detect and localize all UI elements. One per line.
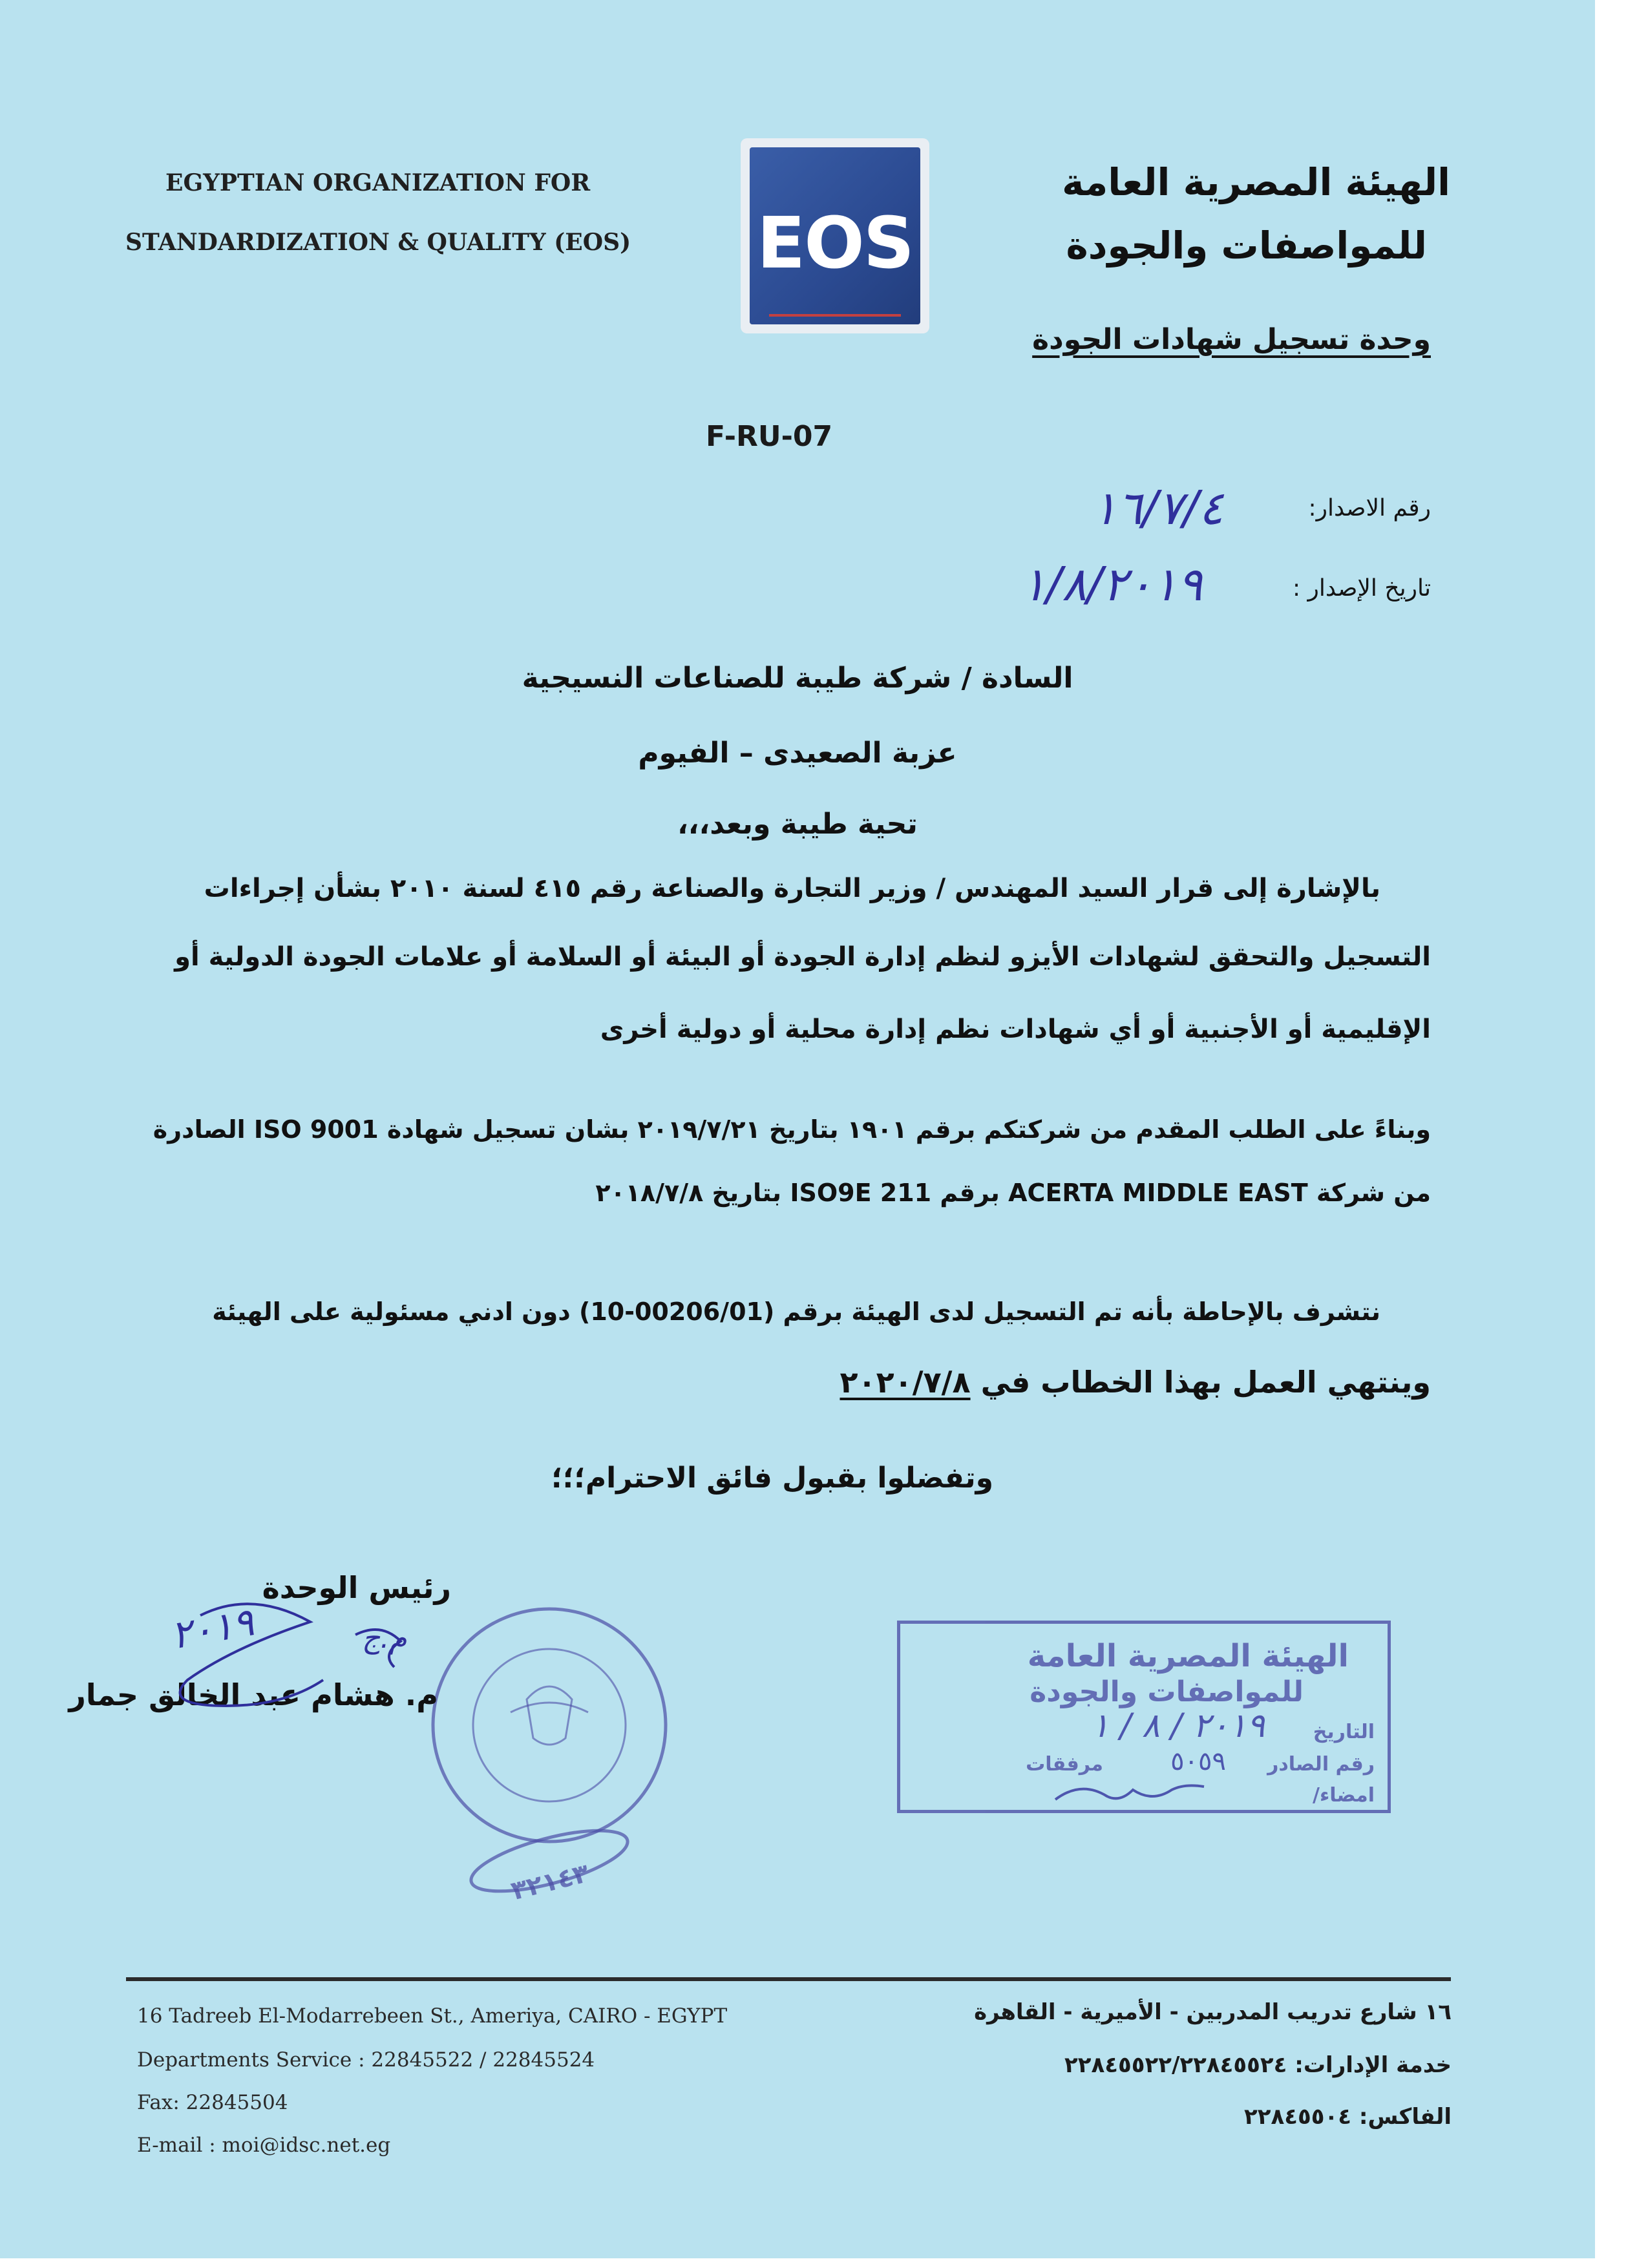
received-stamp-date: ٢٠١٩ / ٨ / ١: [1091, 1706, 1265, 1745]
signature-handwritten-mark: م.ج: [362, 1622, 407, 1655]
unit-title: وحدة تسجيل شهادات الجودة: [1032, 323, 1431, 356]
footer-departments-ar: خدمة الإدارات: ٢٢٨٤٥٥٢٢/٢٢٨٤٥٥٢٤: [1064, 2052, 1452, 2078]
footer-email-en: E-mail : moi@idsc.net.eg: [137, 2134, 391, 2157]
received-stamp-attachments-label: مرفقات: [1026, 1753, 1103, 1776]
received-stamp-date-label: التاريخ: [1313, 1721, 1375, 1743]
addressee-location: عزبة الصعيدى – الفيوم: [638, 737, 957, 770]
logo-underline: [769, 314, 901, 317]
issue-date-handwritten: ١/٨/٢٠١٩: [1021, 557, 1203, 611]
eos-logo: [741, 138, 929, 333]
org-name-en-line1: EGYPTIAN ORGANIZATION FOR: [165, 169, 591, 196]
para3-line1: نتشرف بالإحاطة بأنه تم التسجيل لدى الهيئة برقم (00206/01-10) دون ادني مسئولية على الهيئة: [212, 1297, 1380, 1326]
closing: وتفضلوا بقبول فائق الاحترام؛؛؛: [551, 1462, 993, 1495]
signature-title: رئيس الوحدة: [262, 1570, 451, 1605]
para2-line2: من شركة ACERTA MIDDLE EAST برقم 211 ISO9E بتاريخ ٢٠١٨/٧/٨: [595, 1179, 1431, 1207]
issue-number-handwritten: ١٦/٧/٤: [1092, 481, 1224, 535]
greeting: تحية طيبة وبعد،،،: [677, 808, 918, 841]
form-code: F-RU-07: [706, 420, 833, 453]
issue-date-label: تاريخ الإصدار :: [1292, 575, 1431, 602]
received-stamp-ref-label: رقم الصادر: [1267, 1753, 1375, 1776]
org-name-ar-line2: للمواصفات والجودة: [1066, 224, 1427, 268]
round-stamp-number: ٣٢١٤٣: [508, 1858, 592, 1907]
para1-line2: التسجيل والتحقق لشهادات الأيزو لنظم إدارة الجودة أو البيئة أو السلامة أو علامات الجودة الدولية أو: [174, 942, 1431, 972]
handwritten-signature: [162, 1577, 498, 1745]
logo-text: EOS: [757, 202, 913, 284]
footer-address-ar: ١٦ شارع تدريب المدربين - الأميرية - القاهرة: [974, 1999, 1452, 2025]
para2-line1: وبناءً على الطلب المقدم من شركتكم برقم ١٩٠١ بتاريخ ٢٠١٩/٧/٢١ بشان تسجيل شهادة ISO 9001 الصادرة: [153, 1115, 1431, 1144]
footer-departments-en: Departments Service : 22845522 / 22845524: [137, 2048, 595, 2072]
para3-line2-prefix: وينتهي العمل بهذا الخطاب في: [980, 1365, 1431, 1400]
para1-line3: الإقليمية أو الأجنبية أو أي شهادات نظم إدارة محلية أو دولية أخرى: [600, 1014, 1431, 1044]
para3-line2: [840, 1365, 1431, 1400]
signature-handwritten-date: ٢٠١٩: [167, 1599, 258, 1659]
footer-address-en: 16 Tadreeb El-Modarrebeen St., Ameriya, CAIRO - EGYPT: [137, 2004, 728, 2028]
received-stamp-line1: الهيئة المصرية العامة: [1027, 1638, 1349, 1674]
received-stamp-ref-number: ٥٠٥٩: [1170, 1747, 1226, 1776]
received-stamp: [897, 1621, 1391, 1813]
issue-number-label: رقم الاصدار:: [1308, 495, 1431, 521]
org-name-ar-line1: الهيئة المصرية العامة: [1062, 160, 1450, 204]
received-stamp-line2: للمواصفات والجودة: [1030, 1675, 1304, 1708]
received-stamp-sign-label: امضاء/: [1313, 1784, 1375, 1807]
para1-line1: بالإشارة إلى قرار السيد المهندس / وزير التجارة والصناعة رقم ٤١٥ لسنة ٢٠١٠ بشأن إجراءات: [204, 874, 1380, 903]
expiry-date: ٢٠٢٠/٧/٨: [840, 1365, 971, 1400]
org-name-en-line2: STANDARDIZATION & QUALITY (EOS): [125, 229, 631, 256]
received-stamp-signature: [1049, 1767, 1217, 1812]
addressee: السادة / شركة طيبة للصناعات النسيجية: [522, 662, 1073, 695]
footer-divider: [126, 1977, 1451, 1981]
signature-name: م. هشام عبد الخالق جمار: [69, 1677, 438, 1712]
footer-fax-en: Fax: 22845504: [137, 2091, 288, 2114]
footer-fax-ar: الفاكس: ٢٢٨٤٥٥٠٤: [1244, 2104, 1452, 2130]
